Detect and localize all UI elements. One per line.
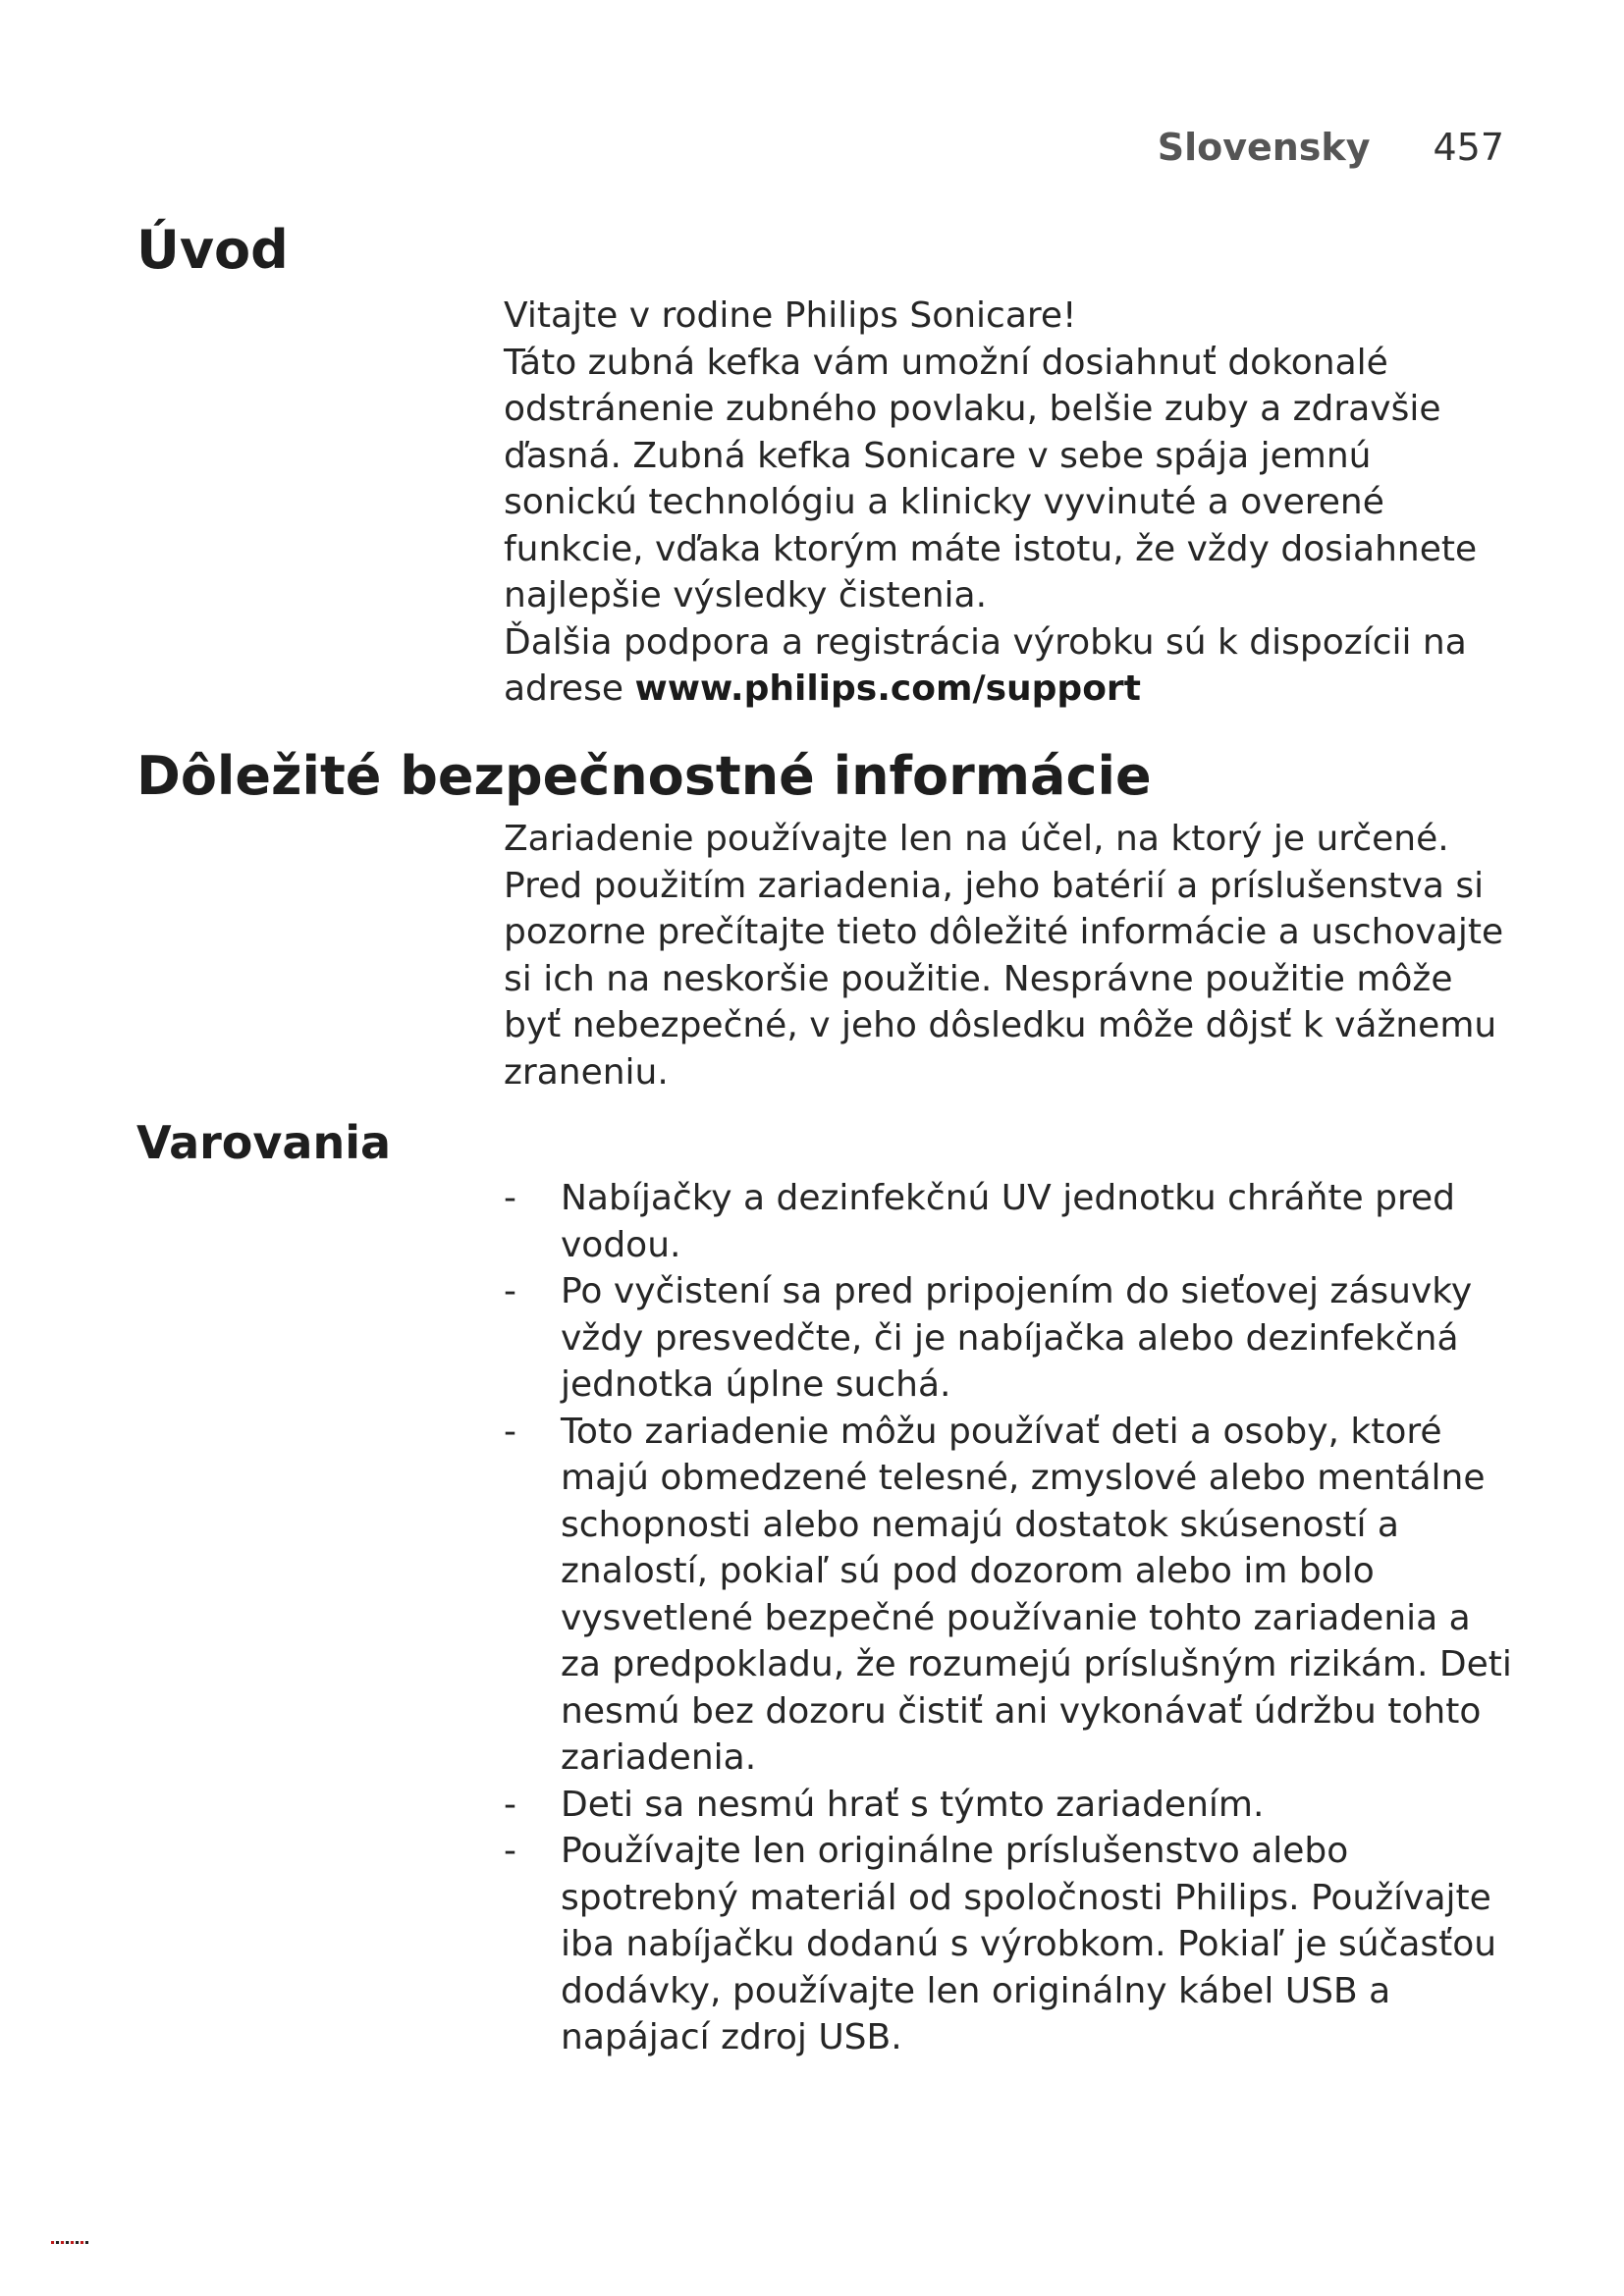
warnings-list: [504, 1175, 1515, 2061]
bullet-dash: -: [504, 1178, 516, 1218]
warning-item: [504, 1828, 1515, 2061]
warning-text: Nabíjačky a dezinfekčnú UV jednotku chráňte pred vodou.: [561, 1178, 1456, 1265]
intro-heading: Úvod: [136, 219, 289, 281]
bullet-dash: -: [504, 1784, 516, 1825]
support-text: Ďalšia podpora a registrácia výrobku sú k dispozícii na adrese: [504, 621, 1467, 709]
safety-heading: Dôležité bezpečnostné informácie: [136, 745, 1152, 807]
warning-text: Používajte len originálne príslušenstvo alebo spotrebný materiál od spoločnosti Philips. Používajte iba nabíjačku dodanú s výrobkom. Pokiaľ je súčasťou dodávky, používajte len originálny kábel USB a napájací zdroj USB.: [561, 1831, 1497, 2057]
bullet-dash: -: [504, 1831, 516, 1871]
intro-body: [504, 293, 1515, 713]
support-link[interactable]: www.philips.com/support: [634, 668, 1141, 709]
warnings-heading: Varovania: [136, 1116, 391, 1169]
print-crop-mark: [51, 2241, 88, 2244]
safety-paragraph: Zariadenie používajte len na účel, na ktorý je určené. Pred použitím zariadenia, jeho batérií a príslušenstva si pozorne prečítajte tieto dôležité informácie a uschovajte si ich na neskoršie použitie. Nesprávne použitie môže byť nebezpečné, v jeho dôsledku môže dôjsť k vážnemu zraneniu.: [504, 819, 1504, 1093]
warning-item: [504, 1268, 1515, 1409]
safety-body: [504, 816, 1515, 1095]
page-header: [1080, 126, 1504, 169]
page-number: 457: [1433, 126, 1504, 169]
warnings-body: [504, 1175, 1515, 2061]
support-paragraph: [504, 619, 1515, 713]
bullet-dash: -: [504, 1411, 516, 1452]
warning-text: Po vyčistení sa pred pripojením do sieťovej zásuvky vždy presvedčte, či je nabíjačka alebo dezinfekčná jednotka úplne suchá.: [561, 1271, 1473, 1405]
warning-item: [504, 1175, 1515, 1268]
warning-item: [504, 1409, 1515, 1782]
warning-item: [504, 1782, 1515, 1829]
welcome-text: Vitajte v rodine Philips Sonicare!: [504, 295, 1077, 336]
warning-text: Toto zariadenie môžu používať deti a osoby, ktoré majú obmedzené telesné, zmyslové alebo mentálne schopnosti alebo nemajú dostatok skúseností a znalostí, pokiaľ sú pod dozorom alebo im bolo vysvetlené bezpečné používanie tohto zariadenia a za predpokladu, že rozumejú príslušným rizikám. Deti nesmú bez dozoru čistiť ani vykonávať údržbu tohto zariadenia.: [561, 1411, 1512, 1778]
bullet-dash: -: [504, 1271, 516, 1311]
language-label: Slovensky: [1157, 126, 1371, 169]
warning-text: Deti sa nesmú hrať s týmto zariadením.: [561, 1784, 1265, 1825]
intro-paragraph: Táto zubná kefka vám umožní dosiahnuť dokonalé odstránenie zubného povlaku, belšie zuby a zdravšie ďasná. Zubná kefka Sonicare v sebe spája jemnú sonickú technológiu a klinicky vyvinuté a overené funkcie, vďaka ktorým máte istotu, že vždy dosiahnete najlepšie výsledky čistenia.: [504, 342, 1478, 615]
